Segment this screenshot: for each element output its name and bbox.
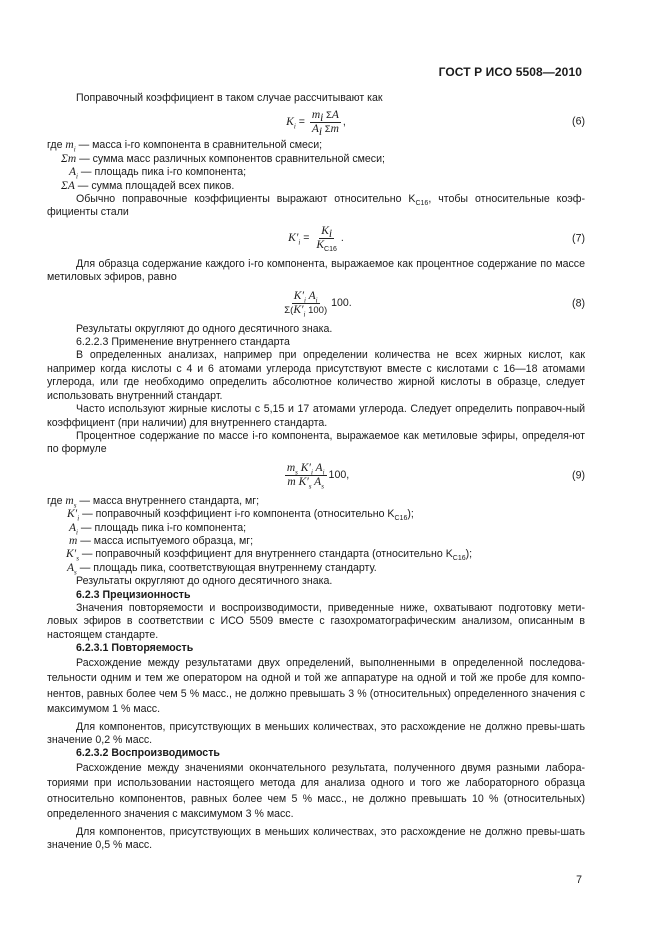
paragraph-formula-intro: Процентное содержание по массе i-го компонента, выражаемое как метиловые эфиры, определя-ют по формуле [47,429,585,456]
section-heading-6223: 6.2.2.3 Применение внутреннего стандарта [76,336,290,349]
page-body [47,92,585,853]
definition-item: $A_i$ — площадь пика i-го компонента; [69,521,247,536]
paragraph-rounding: Результаты округляют до одного десятичного знака. [76,575,333,588]
paragraph-repeatability: Расхождение между результатами двух определений, выполненными в определенной последова-тельности одним и тем же оператором на одной и той же аппаратуре на одной и той же пробе для компо-нентов, равных более чем 5 % масс., не должно превышать 3 % (относительных) определенного значения с максимумом 1 % масс. [47,656,585,716]
equation-number: (8) [572,296,585,309]
definition-item: ΣA — сумма площадей всех пиков. [61,179,235,192]
definition-item: Σm — сумма масс различных компонентов сравнительной смеси; [61,152,385,165]
paragraph-repeatability-small: Для компонентов, присутствующих в меньших количествах, это расхождение не должно превы-шать значение 0,2 % масс. [47,720,585,746]
paragraph-relative: Обычно поправочные коэффициенты выражают относительно $K_{C16}$, чтобы относительные коэф-фициенты стали [47,193,585,219]
definition-item: $K'_i$ — поправочный коэффициент i-го компонента (относительно $K_{C16}$); [67,508,414,523]
definition-item: $K'_s$ — поправочный коэффициент для внутреннего стандарта (относительно $K_{C16}$); [66,548,473,563]
definition-item: где $m_s$ — масса внутреннего стандарта, мг; [47,494,260,510]
standard-header: ГОСТ Р ИСО 5508—2010 [438,65,582,79]
paragraph-internal-standard: В определенных анализах, например при определении количества не всех жирных кислот, как например когда кислоты с 4 и 6 атомами углерода присутствуют вместе с кислотами с 16—18 атомами углерода, или где необходимо определить абсолютное количество жирной кислоты в образце, следует использовать внутренний стандарт. [47,349,585,402]
equation-8: $\frac{K'_i A_i}{\Sigma(K'_i 100)}$ 100. (8) [284,290,585,319]
paragraph-intro-eq6: Поправочный коэффициент в таком случае рассчитывают как [76,92,383,104]
equation-number: (7) [572,232,585,245]
paragraph-fatty-acids: Часто используют жирные кислоты с 5,15 и 17 атомами углерода. Следует определить поправоч-ный коэффициент (при наличии) для внутреннего стандарта. [47,403,585,429]
definition-item: m — масса испытуемого образца, мг; [69,534,254,547]
equation-number: (6) [572,115,585,128]
paragraph-sample: Для образца содержание каждого i-го компонента, выражаемое как процентное содержание по массе метиловых эфиров, равно [47,257,585,284]
section-heading-6232: 6.2.3.2 Воспроизводимость [76,747,220,760]
definitions-eq6 [47,139,585,193]
paragraph-precision: Значения повторяемости и воспроизводимости, приведенные ниже, охватывают подготовку мети-ловых эфиров в соответствии с ИСО 5509 вместе с газохроматографическим анализом, описанным в настоящем стандарте. [47,601,585,641]
equation-number: (9) [572,469,585,482]
equation-7: $K'_i$ = $\frac{K_i}{K_{C16}}$ . (7) [288,225,585,254]
paragraph-reproducibility-small: Для компонентов, присутствующих в меньших количествах, это расхождение не должно превы-шать значение 0,5 % масс. [47,825,585,852]
definition-item: $A_i$ — площадь пика i-го компонента; [69,166,247,181]
equation-9: $\frac{m_s K'_i A_i}{m K'_s A_s}$ 100, (9) [286,462,585,491]
definition-item: $A_s$ — площадь пика, соответствующая внутреннему стандарту. [67,561,377,577]
equation-6: $K_i$ = $\frac{m_i \Sigma A}{A_i \Sigma m}$ , (6) [286,108,585,138]
paragraph-rounding: Результаты округляют до одного десятичного знака. [76,322,333,335]
definitions-eq9 [47,495,585,575]
section-heading-6231: 6.2.3.1 Повторяемость [76,642,194,655]
definition-item: где $m_i$ — масса i-го компонента в сравнительной смеси; [47,139,323,154]
paragraph-reproducibility: Расхождение между значениями окончательного результата, полученного двумя разными лабора-ториями при использовании настоящего метода для анализа одного и того же лабораторного образца относительно компонентов, равных более чем 5 % масс., не должно превышать 10 % (относительных) определенного значения с максимумом 3 % масс. [47,761,585,821]
section-heading-623: 6.2.3 Прецизионность [76,588,191,601]
page-number: 7 [576,874,582,886]
